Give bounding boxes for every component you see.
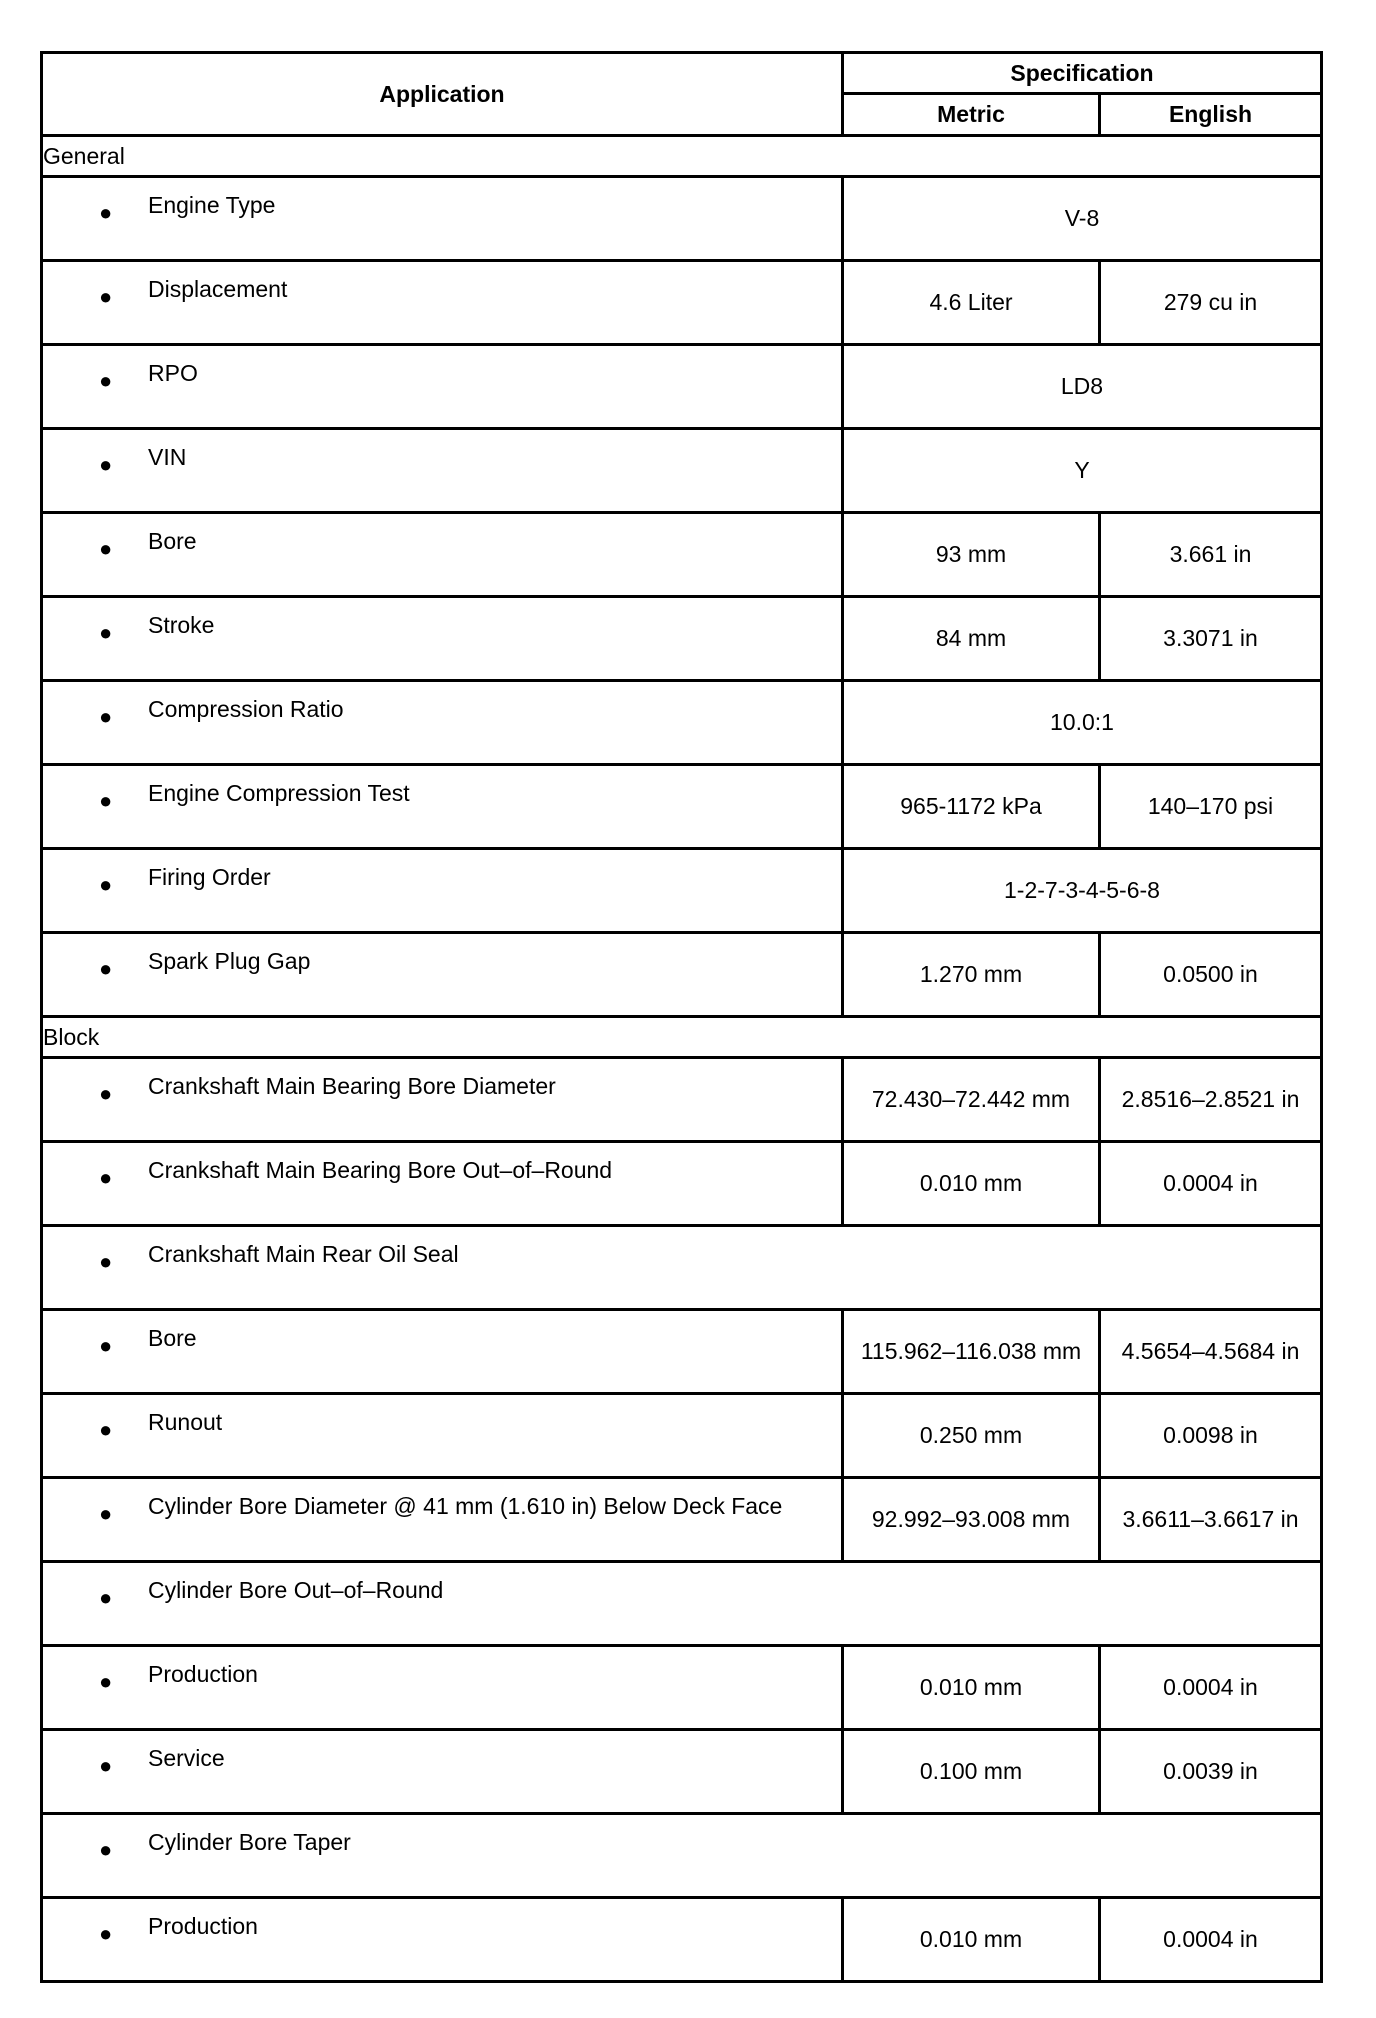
application-cell: [42, 681, 843, 765]
section-title: Block: [42, 1017, 1322, 1058]
table-row: [42, 429, 1322, 513]
metric-value-cell: 84 mm: [843, 597, 1100, 681]
application-cell: [42, 849, 843, 933]
english-value-cell: 3.6611–3.6617 in: [1100, 1478, 1322, 1562]
application-cell: [42, 1478, 843, 1562]
table-row: [42, 1310, 1322, 1394]
bullet-icon: ●: [99, 1669, 113, 1694]
metric-value-cell: 0.010 mm: [843, 1898, 1100, 1982]
english-value-cell: 0.0004 in: [1100, 1898, 1322, 1982]
metric-value-cell: 1.270 mm: [843, 933, 1100, 1017]
bullet-icon: ●: [99, 704, 113, 729]
table-row: [42, 1058, 1322, 1142]
table-row: [42, 1142, 1322, 1226]
metric-value-cell: 4.6 Liter: [843, 261, 1100, 345]
english-value-cell: 3.661 in: [1100, 513, 1322, 597]
metric-value-cell: 93 mm: [843, 513, 1100, 597]
bullet-icon: ●: [99, 368, 113, 393]
table-row: [42, 1646, 1322, 1730]
application-label: VIN: [148, 444, 187, 470]
metric-header: Metric: [843, 94, 1100, 136]
bullet-icon: ●: [99, 1333, 113, 1358]
application-cell: [42, 1562, 1322, 1646]
bullet-icon: ●: [99, 1081, 113, 1106]
application-label: Firing Order: [148, 864, 271, 890]
section-title: General: [42, 136, 1322, 177]
bullet-icon: ●: [99, 1585, 113, 1610]
section-row: [42, 1017, 1322, 1058]
application-label: Bore: [148, 1325, 197, 1351]
section-row: [42, 136, 1322, 177]
table-row: [42, 513, 1322, 597]
metric-value-cell: 115.962–116.038 mm: [843, 1310, 1100, 1394]
application-cell: [42, 1898, 843, 1982]
english-value-cell: 0.0004 in: [1100, 1646, 1322, 1730]
bullet-icon: ●: [99, 1753, 113, 1778]
application-label: Service: [148, 1745, 225, 1771]
english-value-cell: 0.0500 in: [1100, 933, 1322, 1017]
table-row: [42, 681, 1322, 765]
table-row: [42, 177, 1322, 261]
table-row: [42, 765, 1322, 849]
application-label: RPO: [148, 360, 198, 386]
bullet-icon: ●: [99, 200, 113, 225]
english-value-cell: 279 cu in: [1100, 261, 1322, 345]
metric-value-cell: 0.250 mm: [843, 1394, 1100, 1478]
application-label: Engine Type: [148, 192, 276, 218]
spec-body: [42, 136, 1322, 1982]
table-row: [42, 1394, 1322, 1478]
metric-value-cell: 72.430–72.442 mm: [843, 1058, 1100, 1142]
bullet-icon: ●: [99, 1837, 113, 1862]
spec-value-cell: 10.0:1: [843, 681, 1322, 765]
table-row: [42, 1226, 1322, 1310]
application-cell: [42, 513, 843, 597]
metric-value-cell: 92.992–93.008 mm: [843, 1478, 1100, 1562]
application-label: Crankshaft Main Rear Oil Seal: [148, 1241, 459, 1267]
engine-spec-table: [40, 51, 1323, 1983]
metric-value-cell: 0.010 mm: [843, 1646, 1100, 1730]
bullet-icon: ●: [99, 1501, 113, 1526]
application-label: Cylinder Bore Out–of–Round: [148, 1577, 444, 1603]
application-cell: [42, 1814, 1322, 1898]
bullet-icon: ●: [99, 1249, 113, 1274]
spec-value-cell: V-8: [843, 177, 1322, 261]
table-row: [42, 1730, 1322, 1814]
application-label: Cylinder Bore Diameter @ 41 mm (1.610 in) Below Deck Face: [148, 1493, 783, 1519]
bullet-icon: ●: [99, 1165, 113, 1190]
metric-value-cell: 0.100 mm: [843, 1730, 1100, 1814]
application-cell: [42, 429, 843, 513]
application-cell: [42, 1142, 843, 1226]
application-cell: [42, 1730, 843, 1814]
application-label: Spark Plug Gap: [148, 948, 311, 974]
application-header: Application: [42, 53, 843, 136]
bullet-icon: ●: [99, 1417, 113, 1442]
english-value-cell: 3.3071 in: [1100, 597, 1322, 681]
bullet-icon: ●: [99, 536, 113, 561]
application-label: Bore: [148, 528, 197, 554]
bullet-icon: ●: [99, 956, 113, 981]
english-value-cell: 0.0004 in: [1100, 1142, 1322, 1226]
application-cell: [42, 1394, 843, 1478]
application-cell: [42, 261, 843, 345]
application-label: Production: [148, 1913, 258, 1939]
spec-value-cell: Y: [843, 429, 1322, 513]
english-value-cell: 0.0098 in: [1100, 1394, 1322, 1478]
english-value-cell: 2.8516–2.8521 in: [1100, 1058, 1322, 1142]
application-label: Displacement: [148, 276, 288, 302]
bullet-icon: ●: [99, 872, 113, 897]
application-label: Stroke: [148, 612, 215, 638]
application-cell: [42, 765, 843, 849]
table-row: [42, 261, 1322, 345]
application-label: Engine Compression Test: [148, 780, 410, 806]
application-label: Cylinder Bore Taper: [148, 1829, 351, 1855]
english-value-cell: 0.0039 in: [1100, 1730, 1322, 1814]
table-row: [42, 1814, 1322, 1898]
table-row: [42, 1562, 1322, 1646]
metric-value-cell: 965-1172 kPa: [843, 765, 1100, 849]
table-row: [42, 849, 1322, 933]
bullet-icon: ●: [99, 1921, 113, 1946]
application-cell: [42, 177, 843, 261]
application-label: Crankshaft Main Bearing Bore Out–of–Round: [148, 1157, 613, 1183]
application-cell: [42, 597, 843, 681]
application-cell: [42, 1310, 843, 1394]
spec-sheet: [40, 51, 1323, 1983]
table-row: [42, 1478, 1322, 1562]
application-cell: [42, 1226, 1322, 1310]
bullet-icon: ●: [99, 284, 113, 309]
english-value-cell: 4.5654–4.5684 in: [1100, 1310, 1322, 1394]
application-label: Runout: [148, 1409, 223, 1435]
bullet-icon: ●: [99, 452, 113, 477]
application-label: Crankshaft Main Bearing Bore Diameter: [148, 1073, 556, 1099]
spec-value-cell: 1-2-7-3-4-5-6-8: [843, 849, 1322, 933]
application-label: Production: [148, 1661, 258, 1687]
specification-header: Specification: [843, 53, 1322, 94]
table-row: [42, 345, 1322, 429]
metric-value-cell: 0.010 mm: [843, 1142, 1100, 1226]
english-header: English: [1100, 94, 1322, 136]
bullet-icon: ●: [99, 620, 113, 645]
application-cell: [42, 1058, 843, 1142]
bullet-icon: ●: [99, 788, 113, 813]
english-value-cell: 140–170 psi: [1100, 765, 1322, 849]
application-label: Compression Ratio: [148, 696, 344, 722]
table-row: [42, 597, 1322, 681]
application-cell: [42, 1646, 843, 1730]
table-row: [42, 1898, 1322, 1982]
application-cell: [42, 345, 843, 429]
application-cell: [42, 933, 843, 1017]
spec-value-cell: LD8: [843, 345, 1322, 429]
table-row: [42, 933, 1322, 1017]
